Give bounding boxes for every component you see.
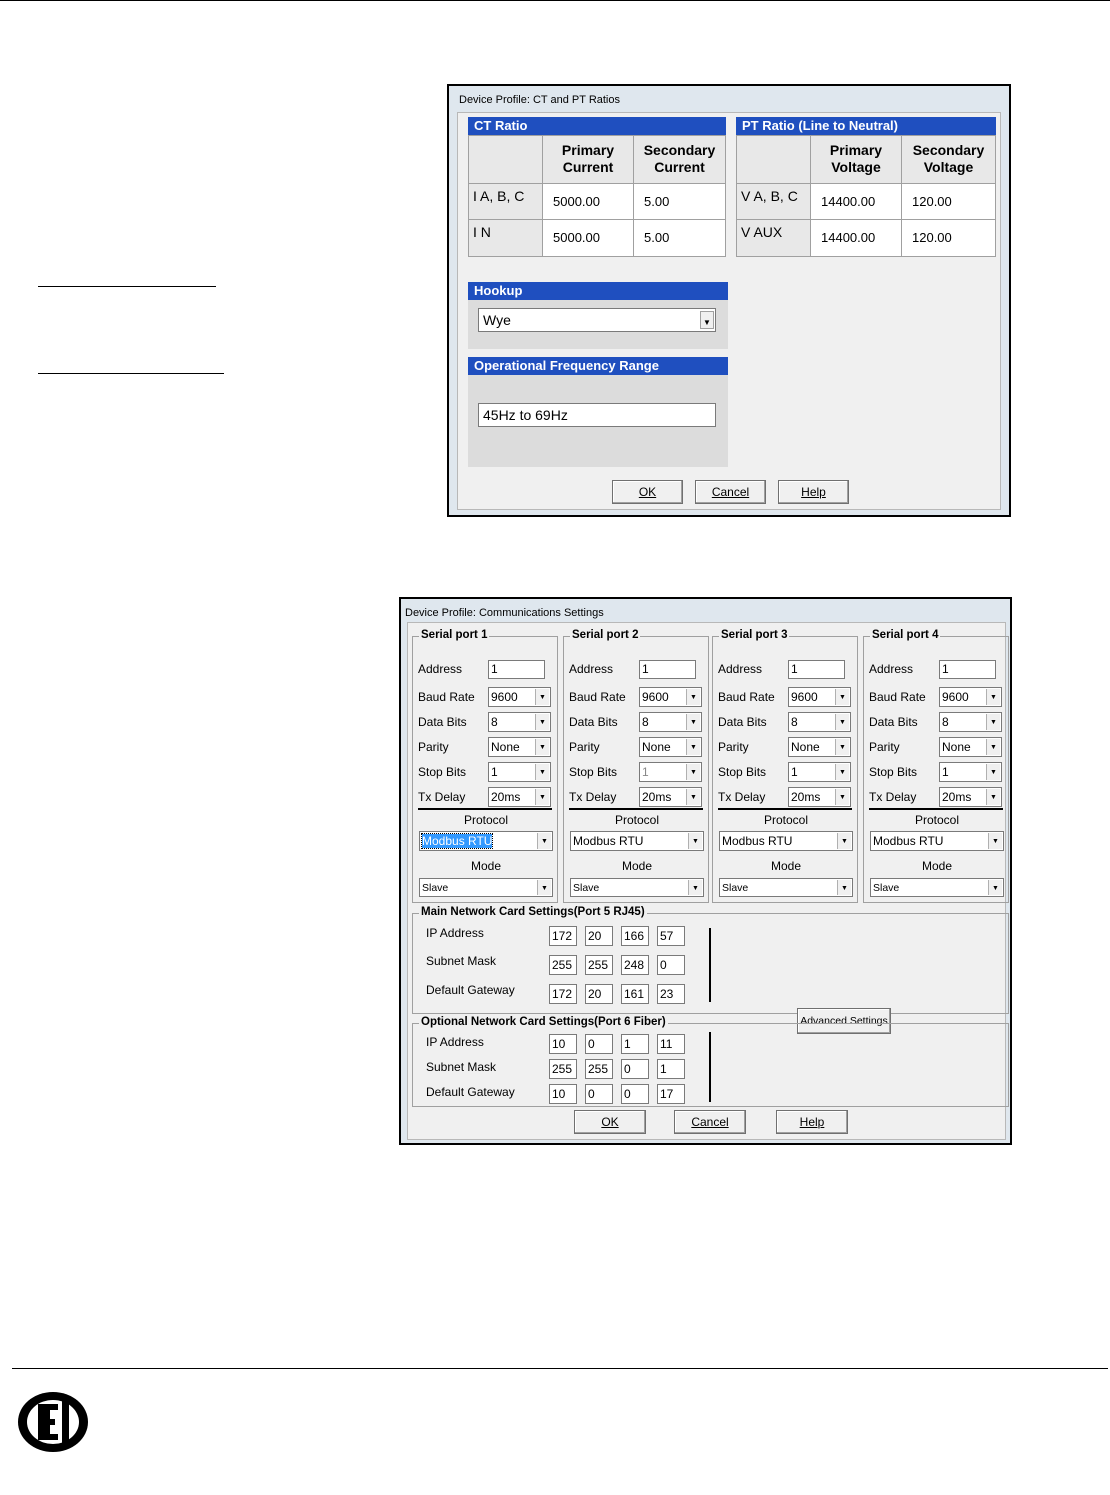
chevron-down-icon[interactable]: ▼ <box>535 764 549 780</box>
baud-rate-select[interactable] <box>788 687 851 707</box>
parity-label: Parity <box>418 740 449 754</box>
data-bits-label: Data Bits <box>569 715 618 729</box>
chevron-down-icon[interactable]: ▼ <box>986 739 1000 755</box>
mode-select[interactable] <box>419 878 553 897</box>
gateway-octet-input[interactable]: 172 <box>549 984 577 1004</box>
subnet-octet-input[interactable]: 255 <box>585 955 613 975</box>
frequency-header: Operational Frequency Range <box>468 357 728 375</box>
separator <box>569 808 703 810</box>
subnet-mask-label: Subnet Mask <box>426 954 497 968</box>
address-input[interactable]: 1 <box>939 660 996 679</box>
parity-label: Parity <box>869 740 900 754</box>
pt-primary-header: Primary Voltage <box>810 135 902 184</box>
chevron-down-icon[interactable]: ▼ <box>986 714 1000 730</box>
select-value: None <box>791 740 820 754</box>
default-gateway-label: Default Gateway <box>426 1085 515 1099</box>
pt-row-label: V A, B, C <box>736 183 811 220</box>
pt-primary-input[interactable]: 14400.00 <box>810 183 902 220</box>
data-bits-label: Data Bits <box>869 715 918 729</box>
address-label: Address <box>569 662 614 676</box>
select-value: 8 <box>491 715 498 729</box>
gateway-octet-input[interactable]: 0 <box>585 1084 613 1104</box>
ip-octet-input[interactable]: 166 <box>621 926 649 946</box>
select-value: Slave <box>573 882 600 894</box>
chevron-down-icon[interactable]: ▼ <box>535 789 549 805</box>
optional-network-title: Optional Network Card Settings(Port 6 Fiber) <box>421 1016 666 1028</box>
ip-octet-input[interactable]: 20 <box>585 926 613 946</box>
pt-row-label: V AUX <box>736 219 811 257</box>
address-label: Address <box>718 662 763 676</box>
chevron-down-icon[interactable]: ▼ <box>535 714 549 730</box>
chevron-down-icon[interactable]: ▼ <box>837 833 851 849</box>
select-value: None <box>491 740 520 754</box>
ip-address-label: IP Address <box>426 1035 484 1049</box>
tx-delay-select[interactable] <box>788 787 851 807</box>
chevron-down-icon[interactable]: ▼ <box>686 739 700 755</box>
select-value: Modbus RTU <box>722 834 793 848</box>
ct-row-label: I A, B, C <box>468 183 543 220</box>
select-value: 8 <box>791 715 798 729</box>
address-input[interactable]: 1 <box>788 660 845 679</box>
chevron-down-icon[interactable]: ▼ <box>835 739 849 755</box>
ip-octet-input[interactable]: 172 <box>549 926 577 946</box>
ip-octet-input[interactable]: 0 <box>585 1034 613 1054</box>
ok-label: OK <box>638 485 657 499</box>
subnet-octet-input[interactable]: 1 <box>657 1059 685 1079</box>
frequency-value: 45Hz to 69Hz <box>483 407 568 423</box>
main-network-title: Main Network Card Settings(Port 5 RJ45) <box>421 906 645 918</box>
select-value: None <box>942 740 971 754</box>
serial-port-title: Serial port 4 <box>872 629 939 641</box>
ip-octet-input[interactable]: 1 <box>621 1034 649 1054</box>
chevron-down-icon[interactable]: ▼ <box>537 833 551 849</box>
pt-corner-cell <box>736 135 811 184</box>
chevron-down-icon[interactable]: ▼ <box>686 689 700 705</box>
tx-delay-label: Tx Delay <box>569 790 617 804</box>
default-gateway-label: Default Gateway <box>426 983 515 997</box>
bottom-rule <box>12 1368 1108 1369</box>
ct-primary-header: Primary Current <box>542 135 634 184</box>
chevron-down-icon[interactable]: ▼ <box>686 789 700 805</box>
ct-primary-input[interactable]: 5000.00 <box>542 219 634 257</box>
chevron-down-icon[interactable]: ▼ <box>537 880 551 895</box>
baud-rate-select[interactable] <box>639 687 702 707</box>
select-value: 1 <box>491 765 498 779</box>
cancel-label: Cancel <box>711 485 750 499</box>
address-input[interactable]: 1 <box>488 660 545 679</box>
stop-bits-select[interactable] <box>788 762 851 782</box>
mode-label: Mode <box>921 859 953 873</box>
subnet-octet-input[interactable]: 255 <box>549 1059 577 1079</box>
tx-delay-select[interactable] <box>939 787 1002 807</box>
dialog-client-area <box>457 112 1001 510</box>
protocol-select[interactable] <box>870 831 1004 851</box>
dialog-client-area <box>407 622 1006 1140</box>
select-value: 1 <box>791 765 798 779</box>
select-value: Modbus RTU <box>422 834 493 848</box>
mode-label: Mode <box>470 859 502 873</box>
tx-delay-select[interactable] <box>639 787 702 807</box>
mode-select[interactable] <box>570 878 704 897</box>
select-value: Slave <box>422 882 449 894</box>
dialog-title: Device Profile: Communications Settings <box>405 607 604 619</box>
divider <box>709 1032 711 1102</box>
select-value: 9600 <box>942 690 969 704</box>
data-bits-select[interactable] <box>788 712 851 732</box>
ok-button[interactable] <box>574 1110 646 1134</box>
chevron-down-icon[interactable]: ▼ <box>835 689 849 705</box>
mode-select[interactable] <box>719 878 853 897</box>
stop-bits-select[interactable] <box>939 762 1002 782</box>
ct-secondary-input[interactable]: 5.00 <box>633 183 726 220</box>
baud-rate-select[interactable] <box>488 687 551 707</box>
mode-select[interactable] <box>870 878 1004 897</box>
chevron-down-icon[interactable]: ▼ <box>835 764 849 780</box>
top-rule <box>0 0 1110 1</box>
data-bits-select[interactable] <box>939 712 1002 732</box>
protocol-label: Protocol <box>463 813 509 827</box>
underline-2 <box>38 373 224 374</box>
ct-primary-input[interactable]: 5000.00 <box>542 183 634 220</box>
select-value: 8 <box>642 715 649 729</box>
baud-rate-label: Baud Rate <box>869 690 926 704</box>
baud-rate-label: Baud Rate <box>569 690 626 704</box>
ct-corner-cell <box>468 135 543 184</box>
chevron-down-icon[interactable]: ▼ <box>688 833 702 849</box>
comm-settings-dialog <box>399 597 1012 1145</box>
baud-rate-label: Baud Rate <box>418 690 475 704</box>
tx-delay-label: Tx Delay <box>418 790 466 804</box>
ip-address-label: IP Address <box>426 926 484 940</box>
address-label: Address <box>418 662 463 676</box>
parity-select[interactable] <box>939 737 1002 757</box>
pt-secondary-input[interactable]: 120.00 <box>901 183 996 220</box>
protocol-select[interactable] <box>419 831 553 851</box>
chevron-down-icon[interactable]: ▼ <box>835 789 849 805</box>
select-value: None <box>642 740 671 754</box>
subnet-mask-label: Subnet Mask <box>426 1060 497 1074</box>
select-value: Modbus RTU <box>573 834 644 848</box>
stop-bits-label: Stop Bits <box>718 765 767 779</box>
chevron-down-icon[interactable]: ▼ <box>688 880 702 895</box>
serial-port-title: Serial port 2 <box>572 629 639 641</box>
select-value: Slave <box>873 882 900 894</box>
data-bits-select[interactable] <box>639 712 702 732</box>
gateway-octet-input[interactable]: 0 <box>621 1084 649 1104</box>
mode-label: Mode <box>770 859 802 873</box>
ok-label: OK <box>601 1115 619 1129</box>
serial-port-group <box>712 629 858 903</box>
baud-rate-select[interactable] <box>939 687 1002 707</box>
parity-label: Parity <box>718 740 749 754</box>
frequency-field[interactable] <box>478 403 716 427</box>
mode-label: Mode <box>621 859 653 873</box>
select-value: 20ms <box>642 790 672 804</box>
chevron-down-icon[interactable]: ▼ <box>700 311 714 329</box>
ip-octet-input[interactable]: 11 <box>657 1034 685 1054</box>
parity-select[interactable] <box>488 737 551 757</box>
subnet-octet-input[interactable]: 0 <box>621 1059 649 1079</box>
protocol-label: Protocol <box>763 813 809 827</box>
help-button[interactable] <box>776 1110 848 1134</box>
ct-pt-dialog <box>447 84 1011 517</box>
address-input[interactable]: 1 <box>639 660 696 679</box>
gateway-octet-input[interactable]: 23 <box>657 984 685 1004</box>
chevron-down-icon[interactable]: ▼ <box>986 789 1000 805</box>
protocol-select[interactable] <box>570 831 704 851</box>
dialog-title: Device Profile: CT and PT Ratios <box>459 94 620 106</box>
subnet-octet-input[interactable]: 255 <box>585 1059 613 1079</box>
ct-secondary-header: Secondary Current <box>633 135 726 184</box>
stop-bits-label: Stop Bits <box>869 765 918 779</box>
ct-row-label: I N <box>468 219 543 257</box>
parity-select[interactable] <box>788 737 851 757</box>
underline-1 <box>38 286 216 287</box>
chevron-down-icon[interactable]: ▼ <box>986 764 1000 780</box>
ip-octet-input[interactable]: 57 <box>657 926 685 946</box>
chevron-down-icon[interactable]: ▼ <box>837 880 851 895</box>
serial-port-group <box>412 629 558 903</box>
cancel-button[interactable] <box>695 480 766 504</box>
pt-secondary-input[interactable]: 120.00 <box>901 219 996 257</box>
advanced-settings-label: Advanced Settings <box>800 1015 888 1027</box>
select-value: 1 <box>942 765 949 779</box>
select-value: 1 <box>642 765 649 779</box>
chevron-down-icon[interactable]: ▼ <box>535 689 549 705</box>
ct-ratio-header: CT Ratio <box>468 117 726 135</box>
help-button[interactable] <box>778 480 849 504</box>
ct-secondary-input[interactable]: 5.00 <box>633 219 726 257</box>
chevron-down-icon[interactable]: ▼ <box>988 880 1002 895</box>
data-bits-label: Data Bits <box>718 715 767 729</box>
help-label: Help <box>801 485 826 499</box>
help-label: Help <box>799 1115 825 1129</box>
select-value: Modbus RTU <box>873 834 944 848</box>
separator <box>418 808 552 810</box>
subnet-octet-input[interactable]: 255 <box>549 955 577 975</box>
separator <box>869 808 1003 810</box>
select-value: 8 <box>942 715 949 729</box>
subnet-octet-input[interactable]: 0 <box>657 955 685 975</box>
serial-port-group <box>563 629 709 903</box>
select-value: 20ms <box>491 790 521 804</box>
parity-select[interactable] <box>639 737 702 757</box>
protocol-label: Protocol <box>614 813 660 827</box>
hookup-header: Hookup <box>468 282 728 300</box>
serial-port-group <box>863 629 1009 903</box>
serial-port-title: Serial port 1 <box>421 629 488 641</box>
stop-bits-label: Stop Bits <box>418 765 467 779</box>
parity-label: Parity <box>569 740 600 754</box>
eig-logo <box>16 1390 90 1454</box>
chevron-down-icon[interactable]: ▼ <box>535 739 549 755</box>
gateway-octet-input[interactable]: 17 <box>657 1084 685 1104</box>
chevron-down-icon[interactable]: ▼ <box>686 714 700 730</box>
gateway-octet-input[interactable]: 161 <box>621 984 649 1004</box>
pt-secondary-header: Secondary Voltage <box>901 135 996 184</box>
tx-delay-label: Tx Delay <box>869 790 917 804</box>
tx-delay-label: Tx Delay <box>718 790 766 804</box>
select-value: 9600 <box>491 690 518 704</box>
divider <box>709 928 711 1002</box>
protocol-select[interactable] <box>719 831 853 851</box>
hookup-select[interactable] <box>478 308 716 332</box>
select-value: 20ms <box>942 790 972 804</box>
chevron-down-icon[interactable]: ▼ <box>988 833 1002 849</box>
data-bits-label: Data Bits <box>418 715 467 729</box>
chevron-down-icon[interactable]: ▼ <box>986 689 1000 705</box>
tx-delay-select[interactable] <box>488 787 551 807</box>
select-value: 9600 <box>642 690 669 704</box>
select-value: 9600 <box>791 690 818 704</box>
select-value: Slave <box>722 882 749 894</box>
chevron-down-icon[interactable]: ▼ <box>686 764 700 780</box>
protocol-label: Protocol <box>914 813 960 827</box>
stop-bits-select[interactable] <box>639 762 702 782</box>
address-label: Address <box>869 662 914 676</box>
select-value: 20ms <box>791 790 821 804</box>
subnet-octet-input[interactable]: 248 <box>621 955 649 975</box>
main-network-group <box>412 906 1009 1014</box>
gateway-octet-input[interactable]: 10 <box>549 1084 577 1104</box>
data-bits-select[interactable] <box>488 712 551 732</box>
ip-octet-input[interactable]: 10 <box>549 1034 577 1054</box>
gateway-octet-input[interactable]: 20 <box>585 984 613 1004</box>
serial-port-title: Serial port 3 <box>721 629 788 641</box>
pt-primary-input[interactable]: 14400.00 <box>810 219 902 257</box>
cancel-label: Cancel <box>691 1115 729 1129</box>
baud-rate-label: Baud Rate <box>718 690 775 704</box>
pt-ratio-header: PT Ratio (Line to Neutral) <box>736 117 996 135</box>
chevron-down-icon[interactable]: ▼ <box>835 714 849 730</box>
hookup-value: Wye <box>483 312 511 328</box>
ok-button[interactable] <box>612 480 683 504</box>
separator <box>718 808 852 810</box>
stop-bits-select[interactable] <box>488 762 551 782</box>
cancel-button[interactable] <box>674 1110 746 1134</box>
stop-bits-label: Stop Bits <box>569 765 618 779</box>
